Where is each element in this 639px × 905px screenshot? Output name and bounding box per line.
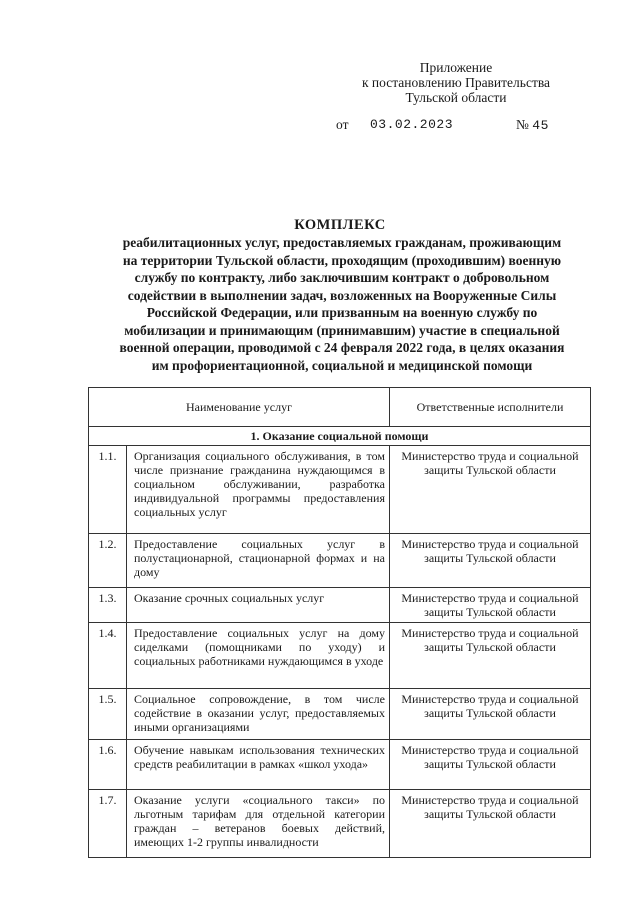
document-subtitle — [78, 234, 606, 374]
document-date: 03.02.2023 — [370, 117, 454, 132]
header-service-name: Наименование услуг — [89, 388, 390, 427]
services-table — [88, 387, 591, 858]
subtitle-line: на территории Тульской области, проходящим (проходившим) военную — [122, 252, 562, 268]
number-value: 45 — [532, 118, 549, 133]
row-number: 1.2. — [89, 534, 127, 588]
table-row — [89, 588, 591, 623]
appendix-block — [336, 60, 576, 105]
from-label: от — [336, 117, 349, 132]
appendix-line-1: Приложение — [419, 60, 493, 75]
row-number: 1.3. — [89, 588, 127, 623]
subtitle-line: им профориентационной, социальной и медицинской помощи — [151, 357, 533, 373]
row-responsible: Министерство труда и социальной защиты Тульской области — [390, 740, 591, 790]
table-row — [89, 446, 591, 534]
section-title: 1. Оказание социальной помощи — [89, 427, 591, 446]
subtitle-line: Российской Федерации, или призванным на военную службу по — [146, 305, 538, 320]
document-number — [516, 117, 549, 133]
date-line — [336, 117, 549, 133]
row-service: Оказание срочных социальных услуг — [127, 588, 390, 623]
row-service: Социальное сопровождение, в том числе содействие в оказании услуг, предоставляемых иными организациями — [127, 689, 390, 740]
row-service: Оказание услуги «социального такси» по льготным тарифам для отдельной категории граждан – ветеранов боевых действий, имеющих 1-2 группы инвалидности — [127, 790, 390, 858]
subtitle-line: военной операции, проводимой с 24 февраля 2022 года, в целях оказания — [119, 340, 565, 355]
subtitle-line: содействии в выполнении задач, возложенных на Вооруженные Силы — [127, 287, 557, 303]
row-number: 1.6. — [89, 740, 127, 790]
row-responsible: Министерство труда и социальной защиты Тульской области — [390, 790, 591, 858]
number-label: № — [516, 117, 529, 132]
row-service: Обучение навыкам использования технических средств реабилитации в рамках «школ ухода» — [127, 740, 390, 790]
table-row — [89, 534, 591, 588]
table-row — [89, 790, 591, 858]
table-row — [89, 623, 591, 689]
row-service: Предоставление социальных услуг в полустационарной, стационарной формах и на дому — [127, 534, 390, 588]
section-row — [89, 427, 591, 446]
row-service: Предоставление социальных услуг на дому сиделками (помощниками по уходу) и социальных работниками нуждающимся в уходе — [127, 623, 390, 689]
row-service: Организация социального обслуживания, в том числе признание гражданина нуждающимся в социальном обслуживании, разработка индивидуальной программы предоставления социальных услуг — [127, 446, 390, 534]
row-number: 1.7. — [89, 790, 127, 858]
row-responsible: Министерство труда и социальной защиты Тульской области — [390, 534, 591, 588]
header-responsible: Ответственные исполнители — [390, 388, 591, 427]
appendix-line-2: к постановлению Правительства — [361, 75, 551, 90]
subtitle-line: реабилитационных услуг, предоставляемых гражданам, проживающим — [122, 235, 562, 250]
document-title: КОМПЛЕКС — [294, 217, 386, 233]
row-responsible: Министерство труда и социальной защиты Тульской области — [390, 588, 591, 623]
appendix-line-3: Тульской области — [405, 90, 507, 105]
row-responsible: Министерство труда и социальной защиты Тульской области — [390, 689, 591, 740]
row-responsible: Министерство труда и социальной защиты Тульской области — [390, 623, 591, 689]
row-number: 1.1. — [89, 446, 127, 534]
table-header-row — [89, 388, 591, 427]
row-responsible: Министерство труда и социальной защиты Тульской области — [390, 446, 591, 534]
row-number: 1.4. — [89, 623, 127, 689]
subtitle-line: службу по контракту, либо заключившим контракт о добровольном — [134, 270, 550, 285]
row-number: 1.5. — [89, 689, 127, 740]
subtitle-line: мобилизации и принимающим (принимавшим) участие в специальной — [124, 322, 560, 338]
table-row — [89, 740, 591, 790]
table-row — [89, 689, 591, 740]
